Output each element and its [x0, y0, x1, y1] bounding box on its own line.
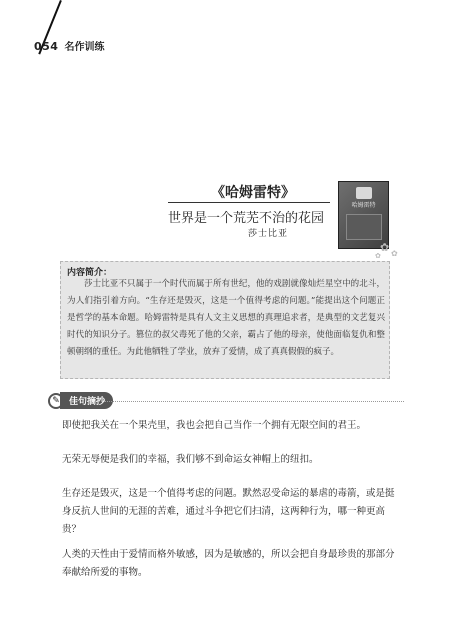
- quote-paragraph: 生存还是毁灭，这是一个值得考虑的问题。默然忍受命运的暴虐的毒箭，或是挺身反抗人世间的无涯的苦难，通过斗争把它们扫清，这两种行为，哪一种更高贵？: [62, 488, 395, 535]
- pen-icon: ✎: [48, 393, 64, 409]
- section-label: 名作训练: [64, 42, 105, 53]
- flower-decoration-icon: ✿: [375, 252, 381, 260]
- page-number: 054: [34, 40, 59, 53]
- quote-paragraph: 人类的天性由于爱情而格外敏感，因为是敏感的，所以会把自身最珍贵的那部分奉献给所爱的事物。: [62, 549, 395, 578]
- page-header: [34, 38, 104, 53]
- quotes-section-label: 佳句摘抄: [60, 392, 113, 409]
- summary-box: [60, 261, 390, 379]
- work-subtitle: 世界是一个荒芜不治的花园: [168, 211, 325, 226]
- cover-title: 哈姆雷特: [351, 202, 376, 209]
- title-rule: [168, 202, 330, 203]
- flower-decoration-icon: ✿: [391, 249, 398, 258]
- quote-paragraph: 即使把我关在一个果壳里，我也会把自己当作一个拥有无限空间的君王。: [62, 420, 367, 431]
- cover-illustration: [346, 214, 382, 240]
- book-cover-image: [338, 181, 389, 249]
- flower-decoration-icon: ✿: [380, 241, 390, 254]
- author-name: 莎士比亚: [248, 229, 289, 239]
- quote-paragraph: 无荣无辱便是我们的幸福，我们够不到命运女神帽上的纽扣。: [62, 454, 319, 465]
- cover-emblem-icon: [356, 187, 372, 199]
- summary-text: 莎士比亚不只属于一个时代而属于所有世纪，他的戏剧就像灿烂星空中的北斗，为人们指引着方向。“生存还是毁灭，这是一个值得考虑的问题。”能提出这个问题正是哲学的基本命题。哈姆雷特是具有人文主义思想的真理追求者，是典型的文艺复兴时代的知识分子。篡位的叔父毒死了他的父亲，霸占了他的母亲，使他面临复仇和整顿朝纲的重任。为此他牺牲了学业，放弃了爱情，成了真真假假的疯子。: [67, 279, 385, 357]
- summary-label: 内容简介：: [67, 268, 113, 278]
- work-title: 《哈姆雷特》: [211, 185, 295, 201]
- quotes-divider: [104, 401, 404, 402]
